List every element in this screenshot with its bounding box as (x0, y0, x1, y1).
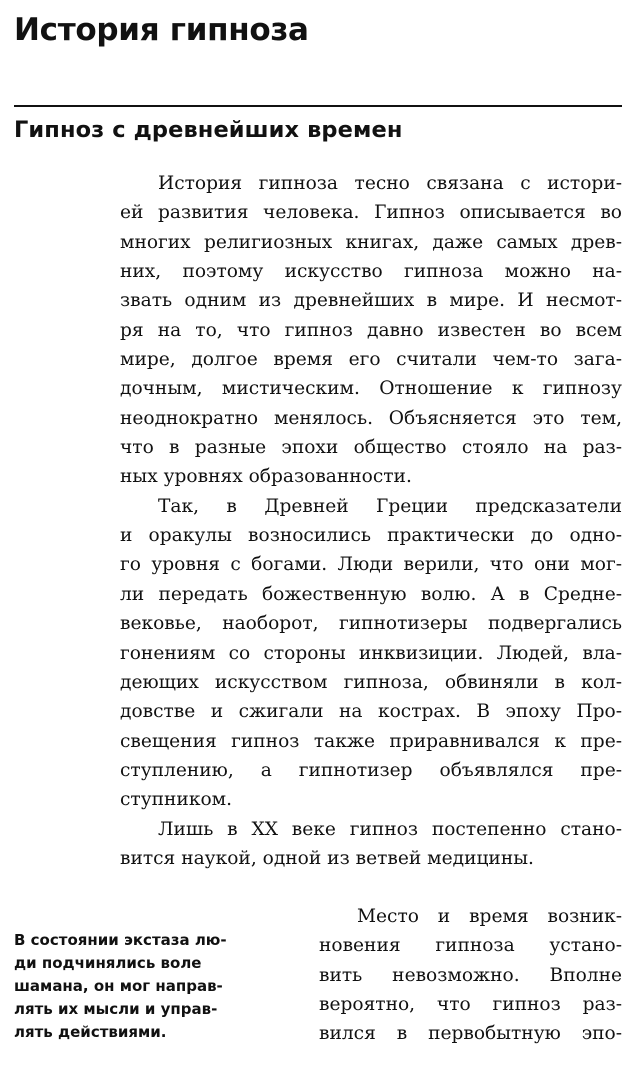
body-text-continued (319, 902, 622, 1049)
body-text (120, 169, 622, 873)
body-line: ступлению, а гипнотизер объявлялся пре- (120, 759, 622, 781)
body-line: звать одним из древнейших в мире. И несмот- (120, 290, 622, 312)
body-line: деющих искусством гипноза, обвиняли в кол- (120, 671, 622, 693)
sidebar-line: В состоянии экстаза лю- (14, 931, 227, 949)
body-line: неоднократно менялось. Объясняется это тем, (120, 407, 622, 429)
body-line: вится наукой, одной из ветвей медицины. (120, 847, 534, 869)
body-line: ей развития человека. Гипноз описывается во (120, 202, 622, 224)
body-line: вероятно, что гипноз раз- (319, 994, 622, 1016)
body-line: вить невозможно. Вполне (319, 964, 622, 986)
body-line: дочным, мистическим. Отношение к гипнозу (120, 378, 622, 400)
chapter-title: История гипноза (14, 12, 309, 48)
body-line: го уровня с богами. Люди верили, что они мог- (120, 554, 622, 576)
body-line: и оракулы возносились практически до одно- (120, 525, 622, 547)
section-divider (14, 105, 622, 107)
body-line: мире, долгое время его считали чем-то зага- (120, 349, 622, 371)
body-line: ря на то, что гипноз давно известен во всем (120, 319, 622, 341)
sidebar-line: ди подчинялись воле (14, 954, 202, 972)
body-line: ных уровнях образованности. (120, 466, 412, 488)
body-line: Место и время возник- (357, 906, 622, 927)
body-line: свещения гипноз также приравнивался к пре- (120, 730, 622, 752)
body-line: вековье, наоборот, гипнотизеры подвергались (120, 613, 622, 635)
sidebar-note (14, 929, 278, 1044)
body-line: вился в первобытную эпо- (319, 1023, 622, 1045)
body-line: Так, в Древней Греции предсказатели (158, 495, 622, 517)
section-title: Гипноз с древнейших времен (14, 117, 403, 143)
body-line: многих религиозных книгах, даже самых древ- (120, 231, 622, 253)
body-line: История гипноза тесно связана с истори- (158, 173, 622, 194)
body-line: ли передать божественную волю. А в Средне- (120, 583, 622, 605)
body-line: них, поэтому искусство гипноза можно на- (120, 261, 622, 283)
body-line: гонениям со стороны инквизиции. Людей, вла- (120, 642, 622, 664)
body-line: ступником. (120, 789, 233, 811)
body-line: довстве и сжигали на кострах. В эпоху Про- (120, 701, 622, 723)
body-line: Лишь в XX веке гипноз постепенно стано- (158, 818, 622, 840)
sidebar-line: лять действиями. (14, 1023, 167, 1041)
body-line: новения гипноза устано- (319, 935, 622, 957)
sidebar-line: шамана, он мог направ- (14, 977, 223, 995)
sidebar-line: лять их мысли и управ- (14, 1000, 218, 1018)
body-line: что в разные эпохи общество стояло на раз- (120, 437, 622, 459)
